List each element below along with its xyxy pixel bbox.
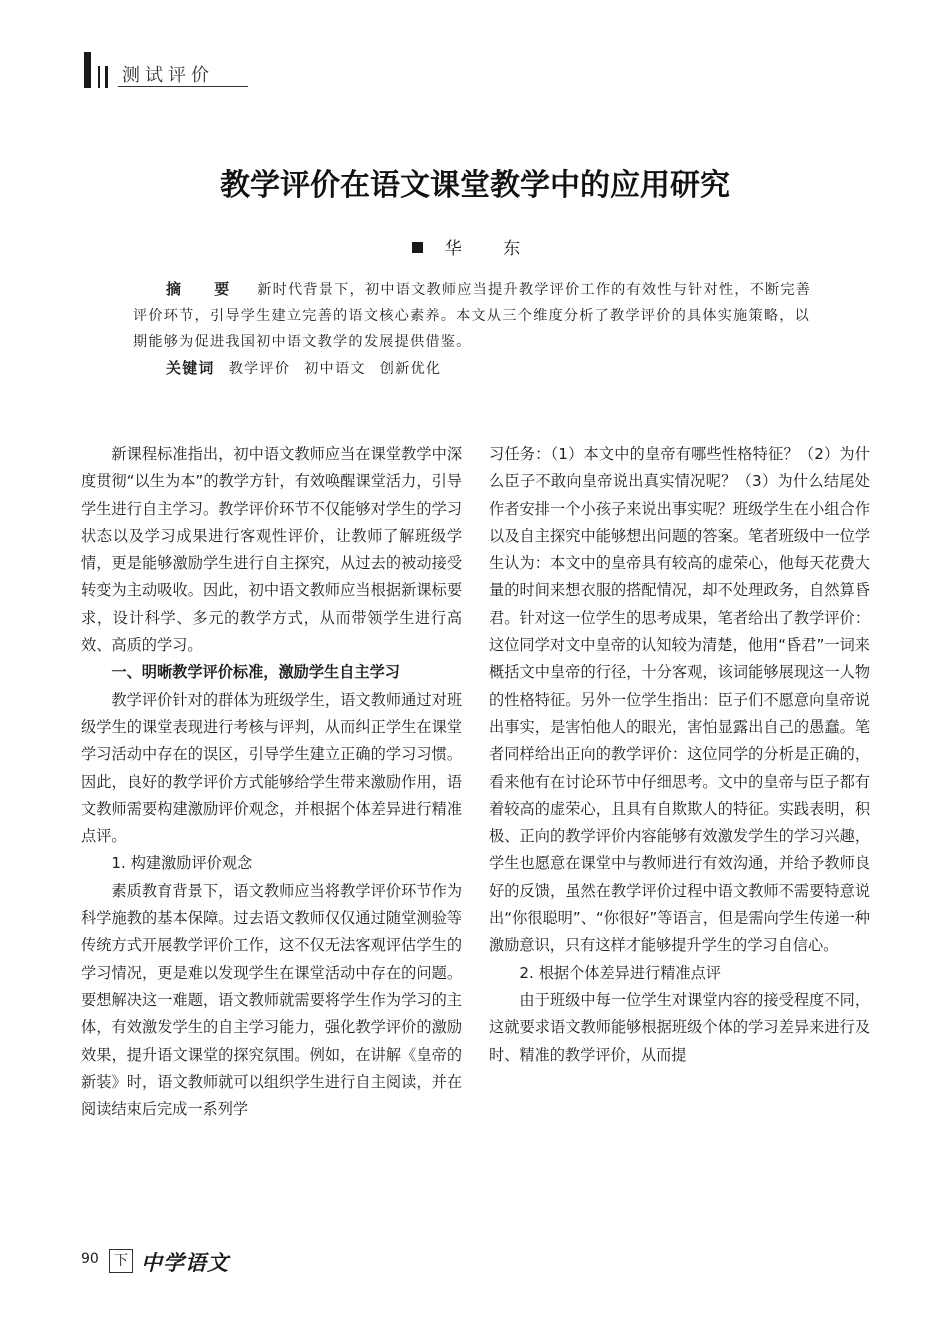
author-square-icon <box>412 242 423 253</box>
body-paragraph: 素质教育背景下，语文教师应当将教学评价环节作为科学施教的基本保障。过去语文教师仅仅通过随堂测验等传统方式开展教学评价工作，这不仅无法客观评估学生的学习情况，更是难以发现学生在课堂活动中存在的问题。要想解决这一难题，语文教师就需要将学生作为学习的主体，有效激发学生的自主学习能力，强化教学评价的激励效果，提升语文课堂的探究氛围。例如，在讲解《皇帝的新装》时，语文教师就可以组织学生进行自主阅读，并在阅读结束后完成一系列学 <box>81 881 462 1119</box>
section-label: 测试评价 <box>122 65 214 86</box>
abstract-text: 新时代背景下，初中语文教师应当提升教学评价工作的有效性与针对性，不断完善评价环节，引导学生建立完善的语文核心素养。本文从三个维度分析了教学评价的具体实施策略，以期能够为促进我国初中语文教学的发展提供借鉴。 <box>133 282 812 350</box>
header-bar-thick <box>84 52 91 88</box>
page-number: 90 <box>81 1251 99 1267</box>
section-underline <box>118 86 248 87</box>
body-paragraph: 教学评价针对的群体为班级学生，语文教师通过对班级学生的课堂表现进行考核与评判，从而纠正学生在课堂学习活动中存在的误区，引导学生建立正确的学习习惯。因此，良好的教学评价方式能够给学生带来激励作用，语文教师需要构建激励评价观念，并根据个体差异进行精准点评。 <box>81 690 462 846</box>
abstract-label: 摘 要 <box>166 280 244 298</box>
section-header <box>84 52 254 88</box>
keywords-label: 关键词 <box>166 359 215 377</box>
body-paragraph-continued: 习任务：（1）本文中的皇帝有哪些性格特征？（2）为什么臣子不敢向皇帝说出真实情况呢？（3）为什么结尾处作者安排一个小孩子来说出事实呢？班级学生在小组合作以及自主探究中能够想出问题的答案。笔者班级中一位学生认为：本文中的皇帝具有较高的虚荣心，他每天花费大量的时间来想衣服的搭配情况，却不处理政务，自然算昏君。针对这一位学生的思考成果，笔者给出了教学评价：这位同学对文中皇帝的认知较为清楚，他用“昏君”一词来概括文中皇帝的行径，十分客观，该词能够展现这一人物的性格特征。另外一位学生指出：臣子们不愿意向皇帝说出事实，是害怕他人的眼光，害怕显露出自己的愚蠢。笔者同样给出正向的教学评价：这位同学的分析是正确的，看来他有在讨论环节中仔细思考。文中的皇帝与臣子都有着较高的虚荣心，且具有自欺欺人的特征。实践表明，积极、正向的教学评价内容能够有效激发学生的学习兴趣，学生也愿意在课堂中与教师进行有效沟通，并给予教师良好的反馈，虽然在教学评价过程中语文教师不需要特意说出“你很聪明”、“你很好”等语言，但是需向学生传递一种激励意识，只有这样才能够提升学生的学习自信心。 <box>489 445 870 955</box>
body-paragraph: 由于班级中每一位学生对课堂内容的接受程度不同，这就要求语文教师能够根据班级个体的学习差异来进行及时、精准的教学评价，从而提 <box>489 990 870 1064</box>
keyword: 创新优化 <box>379 361 442 377</box>
subsection-heading-2: 2. 根据个体差异进行精准点评 <box>519 963 721 982</box>
keyword: 教学评价 <box>228 361 291 377</box>
intro-paragraph: 新课程标准指出，初中语文教师应当在课堂教学中深度贯彻“以生为本”的教学方针，有效唤醒课堂活力，引导学生进行自主学习。教学评价环节不仅能够对学生的学习状态以及学习成果进行客观性评价，让教师了解班级学情，更是能够激励学生进行自主探究，从过去的被动接受转变为主动吸收。因此，初中语文教师应当根据新课标要求，设计科学、多元的教学方式，从而带领学生进行高效、高质的学习。 <box>81 445 462 655</box>
abstract-block <box>133 276 823 382</box>
keyword: 初中语文 <box>304 361 366 377</box>
left-column <box>81 441 462 1123</box>
section-heading-1: 一、明晰教学评价标准，激励学生自主学习 <box>111 663 400 682</box>
author-name: 华 东 <box>444 239 539 259</box>
volume-box: 下 <box>109 1249 133 1273</box>
article-title: 教学评价在语文课堂教学中的应用研究 <box>220 168 730 203</box>
abstract-paragraph <box>133 276 823 355</box>
header-bar-thin <box>98 66 100 88</box>
right-column <box>489 441 870 1069</box>
page-footer <box>81 1249 281 1277</box>
subsection-heading-1: 1. 构建激励评价观念 <box>111 854 253 873</box>
author-line <box>0 234 950 259</box>
header-bar-medium <box>105 66 108 88</box>
journal-name: 中学语文 <box>141 1250 229 1275</box>
keywords-paragraph <box>133 355 823 382</box>
